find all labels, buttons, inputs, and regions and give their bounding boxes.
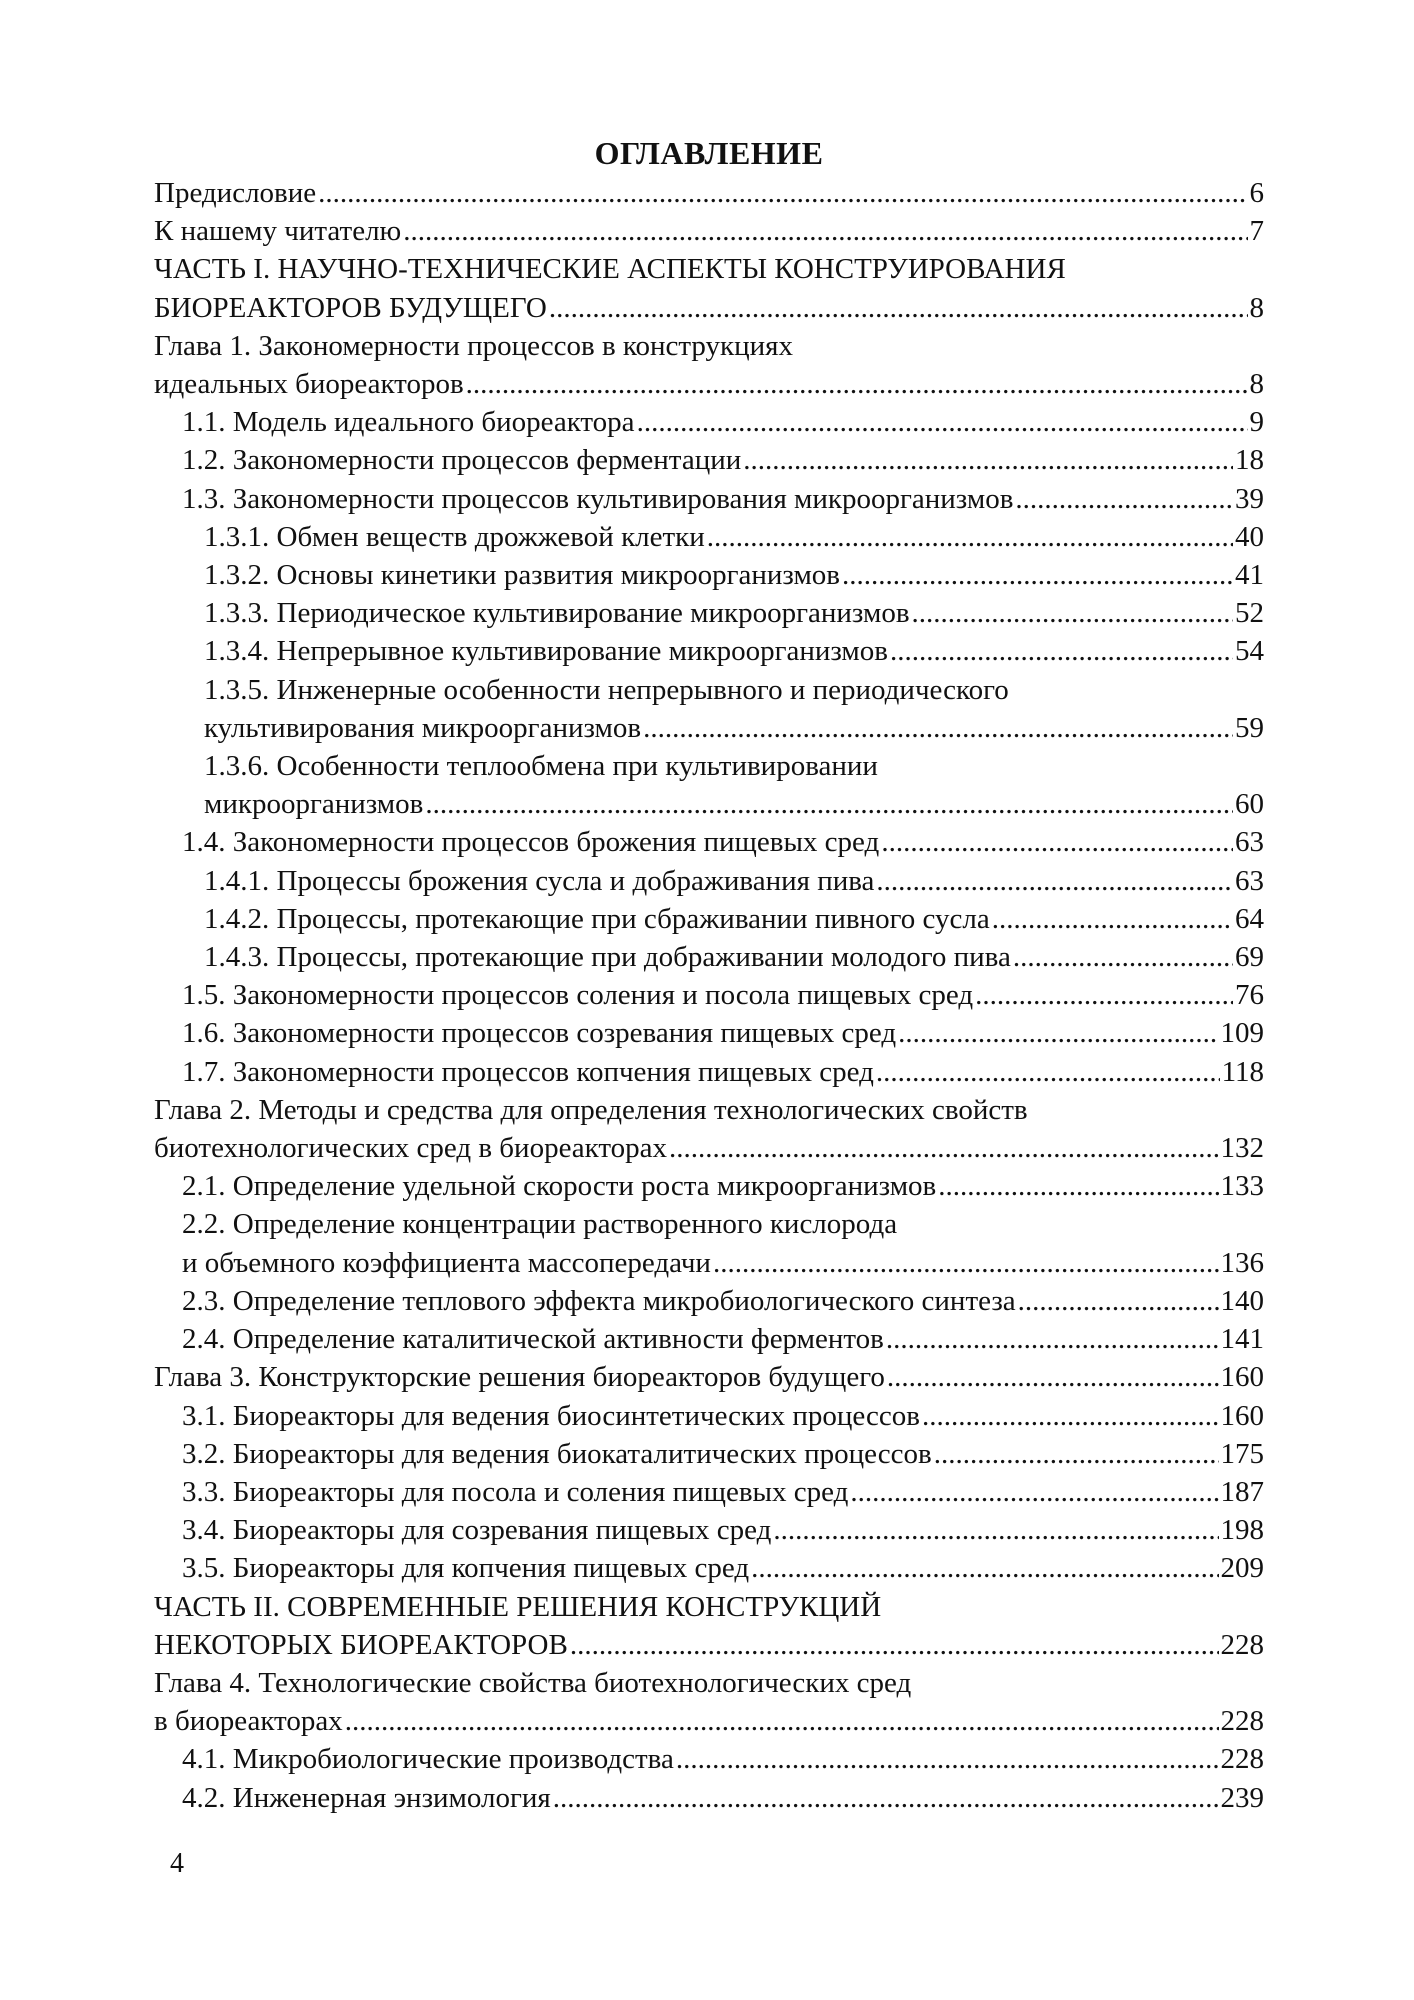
toc-entry-1-4-2[interactable] xyxy=(154,900,1264,938)
toc-entry-page: 175 xyxy=(1220,1437,1264,1470)
toc-entry-1-2[interactable] xyxy=(154,441,1264,479)
dot-leader xyxy=(898,1014,1218,1052)
toc-entry-page: 8 xyxy=(1249,291,1264,324)
toc-entry-page: 60 xyxy=(1235,788,1264,821)
toc-entry-1-1[interactable] xyxy=(154,403,1264,441)
toc-entry-text: 2.3. Определение теплового эффекта микробиологического синтеза xyxy=(182,1284,1016,1317)
toc-entry-part-1[interactable] xyxy=(154,289,1264,327)
toc-entry-text: НЕКОТОРЫХ БИОРЕАКТОРОВ xyxy=(154,1628,568,1661)
toc-entry-1-6[interactable] xyxy=(154,1014,1264,1052)
toc-entry-chapter-4[interactable] xyxy=(154,1702,1264,1740)
toc-entry-text: 1.4. Закономерности процессов брожения пищевых сред xyxy=(182,826,880,859)
toc-entry-text: 1.3.2. Основы кинетики развития микроорганизмов xyxy=(204,559,840,592)
toc-entry-text: 1.3.4. Непрерывное культивирование микроорганизмов xyxy=(204,635,888,668)
toc-entry-text: 4.1. Микробиологические производства xyxy=(182,1743,674,1776)
toc-entry-page: 59 xyxy=(1235,711,1264,744)
toc-entry-1-5[interactable] xyxy=(154,976,1264,1014)
dot-leader xyxy=(707,518,1233,556)
toc-entry-text: ЧАСТЬ II. СОВРЕМЕННЫЕ РЕШЕНИЯ КОНСТРУКЦИЙ xyxy=(154,1590,882,1623)
toc-entry-page: 133 xyxy=(1220,1170,1264,1203)
toc-entry-page: 141 xyxy=(1220,1323,1264,1356)
toc-entry-chapter-3[interactable] xyxy=(154,1358,1264,1396)
toc-entry-text: 1.7. Закономерности процессов копчения пищевых сред xyxy=(182,1055,874,1088)
dot-leader xyxy=(922,1397,1219,1435)
toc-entry-part-1-line-1[interactable] xyxy=(154,250,1264,288)
toc-entry-2-1[interactable] xyxy=(154,1167,1264,1205)
dot-leader xyxy=(643,709,1233,747)
dot-leader xyxy=(881,823,1233,861)
toc-entry-page: 18 xyxy=(1235,444,1264,477)
toc-entry-text: Глава 2. Методы и средства для определения технологических свойств xyxy=(154,1093,1028,1126)
toc-entry-page: 40 xyxy=(1235,520,1264,553)
toc-entry-page: 132 xyxy=(1220,1132,1264,1165)
dot-leader xyxy=(773,1511,1218,1549)
toc-entry-page: 160 xyxy=(1220,1361,1264,1394)
toc-entry-page: 136 xyxy=(1220,1246,1264,1279)
dot-leader xyxy=(549,289,1248,327)
toc-entry-text: идеальных биореакторов xyxy=(154,368,464,401)
toc-entry-text: в биореакторах xyxy=(154,1705,343,1738)
toc-entry-text: и объемного коэффициента массопередачи xyxy=(182,1246,711,1279)
toc-entry-3-3[interactable] xyxy=(154,1473,1264,1511)
dot-leader xyxy=(850,1473,1218,1511)
toc-entry-4-1[interactable] xyxy=(154,1740,1264,1778)
toc-entry-to-reader[interactable] xyxy=(154,212,1264,250)
toc-entry-page: 140 xyxy=(1220,1284,1264,1317)
dot-leader xyxy=(425,785,1233,823)
toc-entry-text: 2.4. Определение каталитической активности ферментов xyxy=(182,1323,884,1356)
dot-leader xyxy=(912,594,1233,632)
dot-leader xyxy=(669,1129,1218,1167)
dot-leader xyxy=(751,1549,1218,1587)
toc-entry-part-2[interactable] xyxy=(154,1626,1264,1664)
dot-leader xyxy=(876,1053,1220,1091)
toc-entry-text: 1.4.2. Процессы, протекающие при сбраживании пивного сусла xyxy=(204,902,990,935)
toc-entry-text: 3.1. Биореакторы для ведения биосинтетических процессов xyxy=(182,1399,920,1432)
dot-leader xyxy=(886,1320,1219,1358)
toc-entry-3-4[interactable] xyxy=(154,1511,1264,1549)
toc-entry-chapter-1-line-1[interactable] xyxy=(154,327,1264,365)
toc-entry-text: 1.4.1. Процессы брожения сусла и дображивания пива xyxy=(204,864,875,897)
toc-entry-text: 3.3. Биореакторы для посола и соления пищевых сред xyxy=(182,1475,849,1508)
toc-entry-1-4-3[interactable] xyxy=(154,938,1264,976)
toc-entry-text: 1.5. Закономерности процессов соления и посола пищевых сред xyxy=(182,979,974,1012)
toc-entry-text: 2.1. Определение удельной скорости роста микроорганизмов xyxy=(182,1170,937,1203)
toc-entry-4-2[interactable] xyxy=(154,1779,1264,1817)
toc-entry-preface[interactable] xyxy=(154,174,1264,212)
toc-entry-text: 3.4. Биореакторы для созревания пищевых сред xyxy=(182,1514,772,1547)
toc-entry-page: 63 xyxy=(1235,864,1264,897)
toc-entry-page: 41 xyxy=(1235,559,1264,592)
dot-leader xyxy=(890,632,1233,670)
toc-entry-page: 39 xyxy=(1235,482,1264,515)
toc-entry-text: 3.2. Биореакторы для ведения биокаталитических процессов xyxy=(182,1437,932,1470)
dot-leader xyxy=(1018,1282,1219,1320)
toc-entry-page: 209 xyxy=(1220,1552,1264,1585)
toc-entry-2-4[interactable] xyxy=(154,1320,1264,1358)
toc-entry-text: 2.2. Определение концентрации растворенного кислорода xyxy=(182,1208,898,1241)
dot-leader xyxy=(637,403,1248,441)
toc-entry-text: 1.3.3. Периодическое культивирование микроорганизмов xyxy=(204,597,910,630)
toc-entry-text: 4.2. Инженерная энзимология xyxy=(182,1781,551,1814)
dot-leader xyxy=(992,900,1233,938)
toc-entry-3-2[interactable] xyxy=(154,1435,1264,1473)
toc-entry-chapter-4-line-1[interactable] xyxy=(154,1664,1264,1702)
toc-entry-text: БИОРЕАКТОРОВ БУДУЩЕГО xyxy=(154,291,547,324)
toc-entry-2-2-line-1[interactable] xyxy=(154,1205,1264,1243)
dot-leader xyxy=(876,862,1233,900)
toc-entry-1-3-1[interactable] xyxy=(154,518,1264,556)
toc-entry-chapter-2-line-1[interactable] xyxy=(154,1091,1264,1129)
toc-entry-chapter-1[interactable] xyxy=(154,365,1264,403)
dot-leader xyxy=(318,174,1247,212)
toc-entry-1-3-4[interactable] xyxy=(154,632,1264,670)
toc-entry-page: 7 xyxy=(1249,215,1264,248)
dot-leader xyxy=(887,1358,1219,1396)
toc-entry-page: 52 xyxy=(1235,597,1264,630)
toc-entry-text: биотехнологических сред в биореакторах xyxy=(154,1132,668,1165)
toc-entry-page: 6 xyxy=(1249,177,1264,209)
toc-entry-1-3-5[interactable] xyxy=(154,709,1264,747)
toc-entry-text: 1.6. Закономерности процессов созревания пищевых сред xyxy=(182,1017,897,1050)
toc-entry-text: культивирования микроорганизмов xyxy=(204,711,642,744)
toc-entry-page: 63 xyxy=(1235,826,1264,859)
toc-entry-text: Глава 4. Технологические свойства биотехнологических сред xyxy=(154,1666,912,1699)
dot-leader xyxy=(934,1435,1219,1473)
toc-entry-1-3-2[interactable] xyxy=(154,556,1264,594)
toc-entry-page: 228 xyxy=(1220,1743,1264,1776)
toc-entry-text: 1.1. Модель идеального биореактора xyxy=(182,406,635,439)
toc-entry-text: К нашему читателю xyxy=(154,215,402,248)
toc-entry-text: 1.3. Закономерности процессов культивирования микроорганизмов xyxy=(182,482,1014,515)
dot-leader xyxy=(743,441,1233,479)
toc-entry-page: 8 xyxy=(1249,368,1264,401)
dot-leader xyxy=(1015,480,1233,518)
toc-entry-3-1[interactable] xyxy=(154,1397,1264,1435)
dot-leader xyxy=(403,212,1247,250)
dot-leader xyxy=(676,1740,1219,1778)
toc-entry-text: Предисловие xyxy=(154,177,317,209)
toc-entry-text: 3.5. Биореакторы для копчения пищевых сред xyxy=(182,1552,750,1585)
page-number: 4 xyxy=(170,1848,184,1879)
dot-leader xyxy=(842,556,1233,594)
toc-entry-1-7[interactable] xyxy=(154,1053,1264,1091)
toc-entry-text: Глава 1. Закономерности процессов в конструкциях xyxy=(154,329,794,362)
toc-entry-text: Глава 3. Конструкторские решения биореакторов будущего xyxy=(154,1361,885,1394)
toc-entry-page: 76 xyxy=(1235,979,1264,1012)
toc-entry-page: 109 xyxy=(1220,1017,1264,1050)
toc-entry-1-3[interactable] xyxy=(154,480,1264,518)
toc-entry-2-2[interactable] xyxy=(154,1244,1264,1282)
toc-entry-chapter-2[interactable] xyxy=(154,1129,1264,1167)
toc-title: ОГЛАВЛЕНИЕ xyxy=(594,135,824,171)
toc-entry-text: ЧАСТЬ I. НАУЧНО-ТЕХНИЧЕСКИЕ АСПЕКТЫ КОНСТРУИРОВАНИЯ xyxy=(154,253,1066,286)
toc-entry-1-3-6-line-1[interactable] xyxy=(154,747,1264,785)
toc-entry-text: микроорганизмов xyxy=(204,788,424,821)
toc-entry-1-3-5-line-1[interactable] xyxy=(154,671,1264,709)
dot-leader xyxy=(938,1167,1218,1205)
toc-entry-page: 198 xyxy=(1220,1514,1264,1547)
dot-leader xyxy=(466,365,1248,403)
toc-entry-text: 1.3.6. Особенности теплообмена при культивировании xyxy=(204,750,878,783)
toc-entry-1-4[interactable] xyxy=(154,823,1264,861)
toc-entry-page: 54 xyxy=(1235,635,1264,668)
toc-entry-1-4-1[interactable] xyxy=(154,862,1264,900)
dot-leader xyxy=(713,1244,1219,1282)
table-of-contents xyxy=(154,174,1264,1817)
toc-entry-text: 1.3.1. Обмен веществ дрожжевой клетки xyxy=(204,520,705,553)
toc-entry-1-3-3[interactable] xyxy=(154,594,1264,632)
toc-entry-page: 9 xyxy=(1249,406,1264,439)
toc-entry-page: 239 xyxy=(1220,1781,1264,1814)
toc-entry-page: 228 xyxy=(1220,1705,1264,1738)
dot-leader xyxy=(570,1626,1219,1664)
dot-leader xyxy=(345,1702,1219,1740)
toc-entry-2-3[interactable] xyxy=(154,1282,1264,1320)
toc-entry-page: 64 xyxy=(1235,902,1264,935)
dot-leader xyxy=(553,1779,1219,1817)
toc-entry-page: 160 xyxy=(1220,1399,1264,1432)
toc-entry-text: 1.3.5. Инженерные особенности непрерывного и периодического xyxy=(204,673,1009,706)
toc-entry-page: 228 xyxy=(1220,1628,1264,1661)
toc-entry-page: 69 xyxy=(1235,941,1264,974)
toc-entry-text: 1.2. Закономерности процессов ферментации xyxy=(182,444,742,477)
toc-entry-3-5[interactable] xyxy=(154,1549,1264,1587)
toc-entry-page: 187 xyxy=(1220,1475,1264,1508)
toc-entry-text: 1.4.3. Процессы, протекающие при дображивании молодого пива xyxy=(204,941,1011,974)
dot-leader xyxy=(1013,938,1233,976)
toc-entry-part-2-line-1[interactable] xyxy=(154,1588,1264,1626)
toc-entry-1-3-6[interactable] xyxy=(154,785,1264,823)
dot-leader xyxy=(975,976,1233,1014)
toc-entry-page: 118 xyxy=(1221,1055,1264,1088)
